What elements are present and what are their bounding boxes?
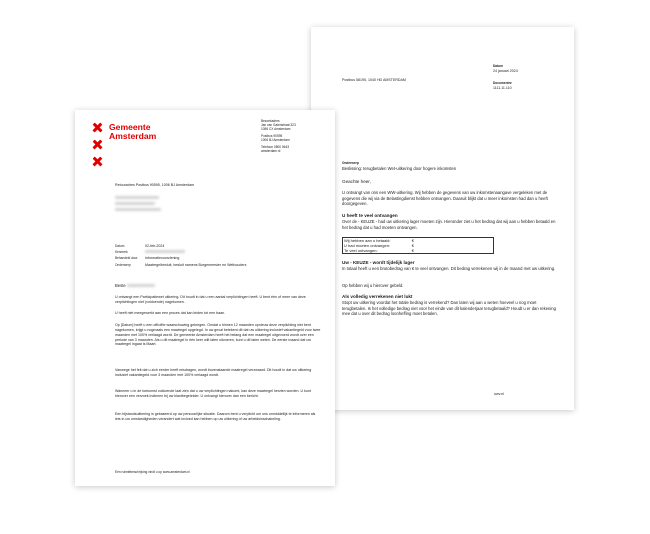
table-row-label: Te veel ontvangen: (344, 248, 378, 253)
body-paragraph: Op [Datum] heeft u een officiële waarschuwing gekregen. Omdat u binnen 12 maanden opnieuw deze verplichting niet bent nagekomen, krijgt u nogmaals een maatregel opgelegd. In uw geval betekent dit dat uw uitkering inclusief vakantiegeld voor twee maanden met 100% verlaagd wordt. De gemeente Amsterdam heeft het belang dat een maatregel uitgevoerd wordt over een periode van 3 maanden. Als u dit maatregel in één keer wilt laten uitvoeren, kunt u dit laten weten. De eerste maand dat uw maatregel ingaat is Maart. (115, 323, 321, 347)
front-letter-page (75, 110, 335, 486)
body-paragraph: Vanwege het feit dat u zich eerder heeft misdragen, wordt bovenstaande maatregel verzwaard. Dit houdt in dat uw uitkering inclusief vakantiegeld voor 3 maanden met 100% verlaagd wordt. (115, 368, 312, 377)
body-paragraph: U heeft niet meegewerkt aan een proces dat kan leiden tot een baan. (115, 311, 226, 315)
sender-address-block (261, 119, 296, 153)
back-letter-page (311, 27, 574, 410)
sender-line: 1056 CX Amsterdam (261, 127, 291, 131)
footer-website: uwv.nl (494, 392, 504, 396)
meta-value-date: 02-feb-2024 (145, 244, 165, 248)
subject-value: Beslissing: terugbetalen Wet-uitkering door hogere inkomsten (342, 166, 457, 171)
redacted-name (127, 284, 155, 287)
body-paragraph: Wanneer u in de toekomst voldoende laat zien dat u uw verplichtingen nakomt, kan deze maatregel herzien worden. U kunt hierover een verzoek indienen bij uw klantbegeleider. U ontvangt hierover dan een bericht. (115, 389, 311, 398)
datum-label: Datum (493, 64, 503, 68)
intro-paragraph: U ontvangt van ons een WW-uitkering. Wij hebben de gegevens van uw inkomstenaangave vergeleken met de gegevens die wij via de Belastingdienst hebben ontvangen. Daaruit blijkt dat u meer inkomsten had dan u heeft doorgegeven. (342, 190, 548, 207)
greeting: Geachte heer, (342, 179, 371, 184)
redacted-recipient (115, 208, 161, 211)
table-row-value: € (411, 248, 414, 253)
return-address: Retouradres Postbus 90595, 1006 BJ Amsterdam (115, 183, 195, 187)
meta-label: Behandeld door (115, 256, 138, 260)
meta-label: Datum (115, 244, 125, 248)
document-number-label: Documentnr (493, 81, 512, 85)
amounts-table (342, 237, 494, 254)
subject-label: Onderwerp (342, 161, 359, 165)
redacted-reference (145, 250, 185, 253)
table-row (343, 248, 493, 253)
meta-value-subject: Maatregelbesluit, besluit namens Burgemeester en Wethouders (145, 263, 247, 267)
sender-line: Telefoon 0800 0643 (261, 145, 290, 149)
offset-paragraph: Stopt uw uitkering voordat het totale bedrag is verrekend? Dan laten wij aan u weten hoeveel u nog moet terugbetalen. Is het volledige bedrag niet voor het einde van dit kalenderjaar terugbetaald? Houdt u er dan rekening mee dat u over dit bedrag loonheffing moet betalen. (342, 300, 556, 317)
cross-icon (93, 123, 102, 132)
sender-line: 1006 BJ Amsterdam (261, 138, 290, 142)
table-row-label: U had moeten ontvangen: (344, 243, 391, 248)
redacted-recipient (115, 196, 159, 199)
table-row-value: € (411, 238, 414, 243)
body-paragraph: U ontvangt een Participatiewet uitkering. Dit houdt in dat u een aantal verplichtingen heeft. U bent één of meer van deze verplichtingen niet (voldoende) nagekomen. (115, 295, 306, 304)
footer-note: Een ruimtebeschrijving vindt u op www.amsterdam.nl (115, 470, 190, 474)
section-heading-lower: Uw - KEUZE - wordt tijdelijk lager (342, 260, 415, 265)
meta-value-handler: Informatievoorziening (145, 256, 180, 260)
salutation: Beste (115, 283, 126, 288)
sender-line: Bezoekadres (261, 119, 280, 123)
section-heading-offset: Als volledig verrekenen niet lukt (342, 294, 413, 299)
redacted-recipient (115, 202, 155, 205)
datum-value: 24 januari 2024 (493, 69, 518, 73)
section-heading-overpaid: U heeft te veel ontvangen (342, 213, 398, 218)
brand-name-line2: Amsterdam (109, 131, 157, 141)
sender-line: amsterdam.nl (261, 149, 281, 153)
document-number-value: 1111.11.110 (493, 86, 512, 90)
body-paragraph: Een bijstandsuitkering is gebaseerd op uw persoonlijke situatie. Daarom bent u verplicht om ons onmiddellijk te informeren als iets in uw omstandigheden verandert wat invloed kan hebben op uw uitkering of uw arbeidsinschakeling. (115, 412, 316, 421)
sender-line: Jan van Galenstraat 323 (261, 123, 296, 127)
overpaid-paragraph: Over de - KEUZE - had uw uitkering lager moeten zijn. Hieronder ziet u het bedrag dat wij aan u hebben betaald en het bedrag dat u had moeten ontvangen. (342, 219, 556, 230)
table-row-label: Wij hebben aan u betaald: (344, 238, 391, 243)
return-address: Postbus 58195, 1040 HD AMSTERDAM (342, 78, 406, 82)
meta-label: Onderwerp (115, 263, 131, 267)
sender-line: Postbus 90595 (261, 134, 283, 138)
table-row-value: € (411, 243, 414, 248)
cross-icon (93, 157, 102, 166)
cross-icon (93, 140, 102, 149)
lower-paragraph: In totaal heeft u een brutobedrag van € te veel ontvangen. Dit bedrag verrekenen wij in de maand met uw uitkering. (342, 266, 556, 271)
brand-name-line1: Gemeente (109, 122, 151, 132)
meta-label: Kenmerk (115, 250, 128, 254)
call-line: Op hebben wij u hierover gebeld. (342, 283, 404, 288)
